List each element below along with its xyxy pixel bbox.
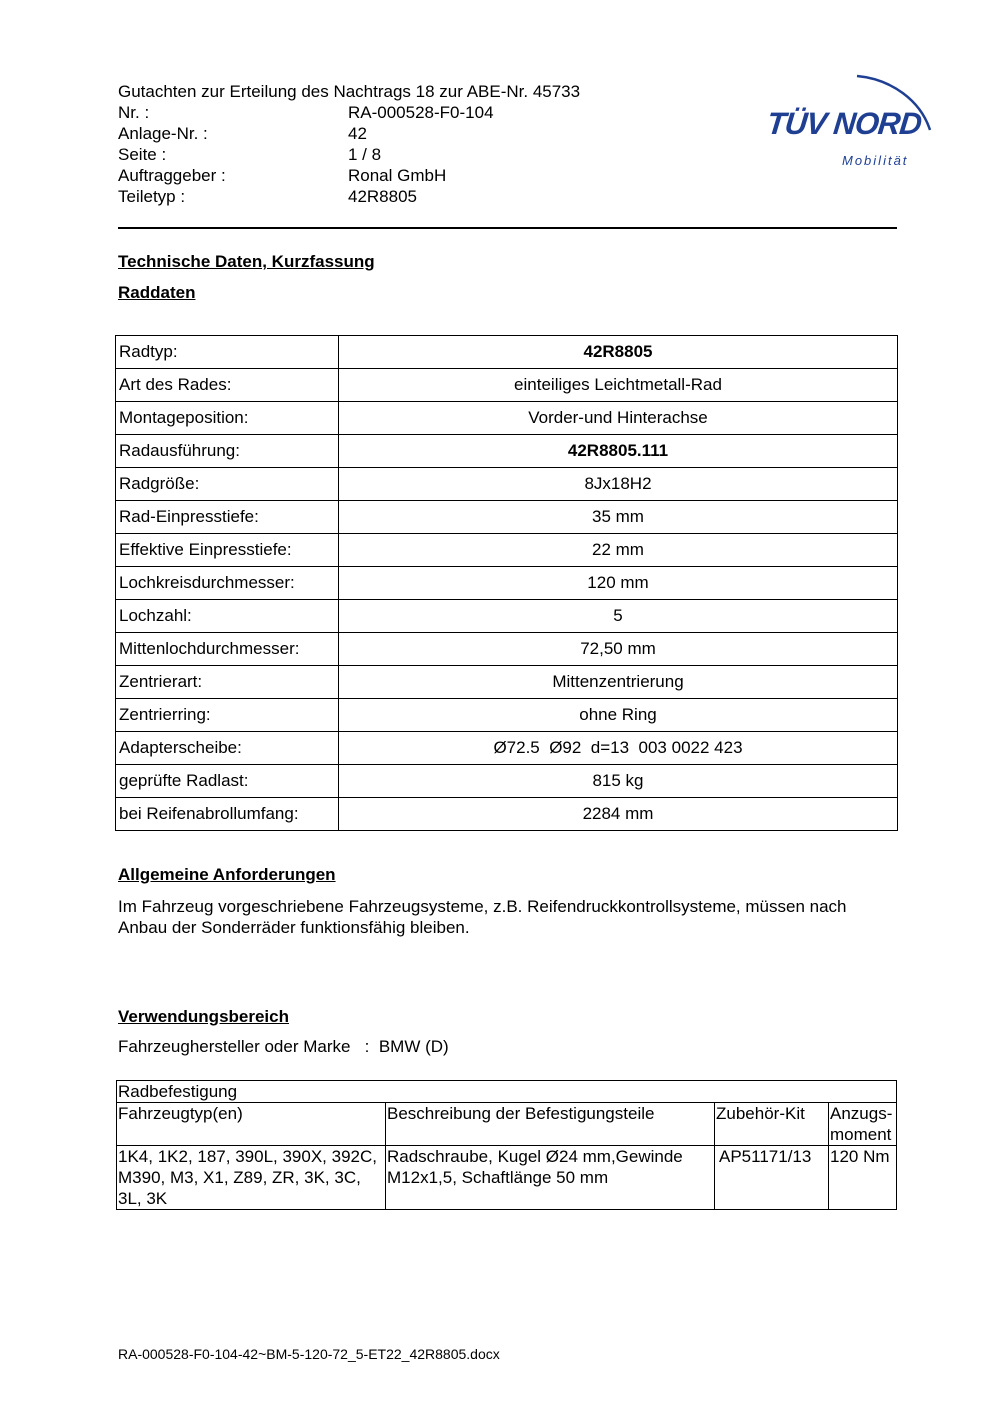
table-row bbox=[116, 567, 898, 600]
row-key: Radtyp: bbox=[116, 336, 339, 369]
table-row bbox=[116, 402, 898, 435]
row-value: 8Jx18H2 bbox=[339, 468, 898, 501]
header-title: Gutachten zur Erteilung des Nachtrags 18 zur ABE-Nr. 45733 bbox=[118, 82, 581, 101]
tuv-nord-logo bbox=[762, 58, 942, 178]
table-header-row bbox=[117, 1103, 897, 1146]
row-key: Adapterscheibe: bbox=[116, 732, 339, 765]
header-value: RA-000528-F0-104 bbox=[348, 103, 494, 122]
column-header: Zubehör-Kit bbox=[715, 1103, 829, 1146]
maker-value: BMW (D) bbox=[378, 1037, 449, 1056]
table-row bbox=[116, 666, 898, 699]
column-header: Anzugs-moment bbox=[829, 1103, 897, 1146]
row-value: ohne Ring bbox=[339, 699, 898, 732]
table-row bbox=[116, 798, 898, 831]
row-key: geprüfte Radlast: bbox=[116, 765, 339, 798]
section-heading-verwendung: Verwendungsbereich bbox=[118, 1007, 289, 1026]
row-value: Vorder-und Hinterachse bbox=[339, 402, 898, 435]
row-value: 22 mm bbox=[339, 534, 898, 567]
radbefestigung-table bbox=[116, 1080, 897, 1210]
section-heading-allgemeine: Allgemeine Anforderungen bbox=[118, 865, 336, 884]
column-header: Fahrzeugtyp(en) bbox=[117, 1103, 386, 1146]
row-value: 72,50 mm bbox=[339, 633, 898, 666]
table-row bbox=[116, 765, 898, 798]
row-value: Mittenzentrierung bbox=[339, 666, 898, 699]
row-key: Lochzahl: bbox=[116, 600, 339, 633]
row-key: Montageposition: bbox=[116, 402, 339, 435]
row-value: einteiliges Leichtmetall-Rad bbox=[339, 369, 898, 402]
table-row bbox=[116, 699, 898, 732]
header-row-teiletyp bbox=[118, 186, 678, 207]
header-row-anlage bbox=[118, 123, 678, 144]
logo-subtitle: Mobilität bbox=[842, 153, 909, 168]
header-label: Auftraggeber : bbox=[118, 166, 226, 185]
table-title: Radbefestigung bbox=[117, 1081, 897, 1103]
header-row-auftraggeber bbox=[118, 165, 678, 186]
table-row bbox=[116, 435, 898, 468]
footer-filename: RA-000528-F0-104-42~BM-5-120-72_5-ET22_42R8805.docx bbox=[118, 1346, 500, 1362]
header-label: Anlage-Nr. : bbox=[118, 124, 208, 143]
table-row bbox=[116, 468, 898, 501]
raddaten-table bbox=[115, 335, 898, 831]
row-value: 42R8805 bbox=[339, 336, 898, 369]
header-value: 42R8805 bbox=[348, 187, 418, 206]
row-value: Ø72.5 Ø92 d=13 003 0022 423 bbox=[339, 732, 898, 765]
row-key: Effektive Einpresstiefe: bbox=[116, 534, 339, 567]
table-cell: AP51171/13 bbox=[715, 1146, 829, 1210]
row-key: Radgröße: bbox=[116, 468, 339, 501]
row-value: 42R8805.111 bbox=[339, 435, 898, 468]
header-row-nr bbox=[118, 102, 678, 123]
table-cell: Radschraube, Kugel Ø24 mm,Gewinde M12x1,5, Schaftlänge 50 mm bbox=[386, 1146, 715, 1210]
table-cell: 120 Nm bbox=[829, 1146, 897, 1210]
header-value: 42 bbox=[348, 124, 367, 143]
header-label: Teiletyp : bbox=[118, 187, 186, 206]
document-header bbox=[118, 81, 678, 207]
table-row bbox=[116, 336, 898, 369]
table-row bbox=[116, 501, 898, 534]
section-heading-raddaten: Raddaten bbox=[118, 283, 196, 302]
row-value: 815 kg bbox=[339, 765, 898, 798]
table-cell: 1K4, 1K2, 187, 390L, 390X, 392C, M390, M3, X1, Z89, ZR, 3K, 3C, 3L, 3K bbox=[117, 1146, 386, 1210]
row-key: Zentrierring: bbox=[116, 699, 339, 732]
row-key: Radausführung: bbox=[116, 435, 339, 468]
row-value: 5 bbox=[339, 600, 898, 633]
maker-line bbox=[118, 1037, 449, 1057]
header-value: 1 / 8 bbox=[348, 145, 382, 164]
maker-label: Fahrzeughersteller oder Marke bbox=[118, 1037, 351, 1056]
row-key: Rad-Einpresstiefe: bbox=[116, 501, 339, 534]
header-row-seite bbox=[118, 144, 678, 165]
allgemeine-text: Im Fahrzeug vorgeschriebene Fahrzeugsysteme, z.B. Reifendruckkontrollsysteme, müssen nach Anbau der Sonderräder funktionsfähig bleiben. bbox=[118, 897, 847, 937]
row-key: Art des Rades: bbox=[116, 369, 339, 402]
header-divider bbox=[118, 227, 897, 229]
row-key: bei Reifenabrollumfang: bbox=[116, 798, 339, 831]
table-row bbox=[116, 534, 898, 567]
header-value: Ronal GmbH bbox=[348, 166, 447, 185]
table-row bbox=[116, 600, 898, 633]
section-heading-technische: Technische Daten, Kurzfassung bbox=[118, 252, 375, 271]
header-label: Seite : bbox=[118, 145, 167, 164]
table-row bbox=[117, 1146, 897, 1210]
header-label: Nr. : bbox=[118, 103, 150, 122]
table-row bbox=[116, 369, 898, 402]
row-value: 35 mm bbox=[339, 501, 898, 534]
row-key: Lochkreisdurchmesser: bbox=[116, 567, 339, 600]
maker-separator: : bbox=[364, 1037, 370, 1056]
logo-brand: TÜV NORD bbox=[765, 106, 923, 141]
row-value: 120 mm bbox=[339, 567, 898, 600]
column-header: Beschreibung der Befestigungsteile bbox=[386, 1103, 715, 1146]
table-row bbox=[116, 633, 898, 666]
row-key: Zentrierart: bbox=[116, 666, 339, 699]
row-key: Mittenlochdurchmesser: bbox=[116, 633, 339, 666]
row-value: 2284 mm bbox=[339, 798, 898, 831]
table-row bbox=[116, 732, 898, 765]
table-title-row bbox=[117, 1081, 897, 1103]
